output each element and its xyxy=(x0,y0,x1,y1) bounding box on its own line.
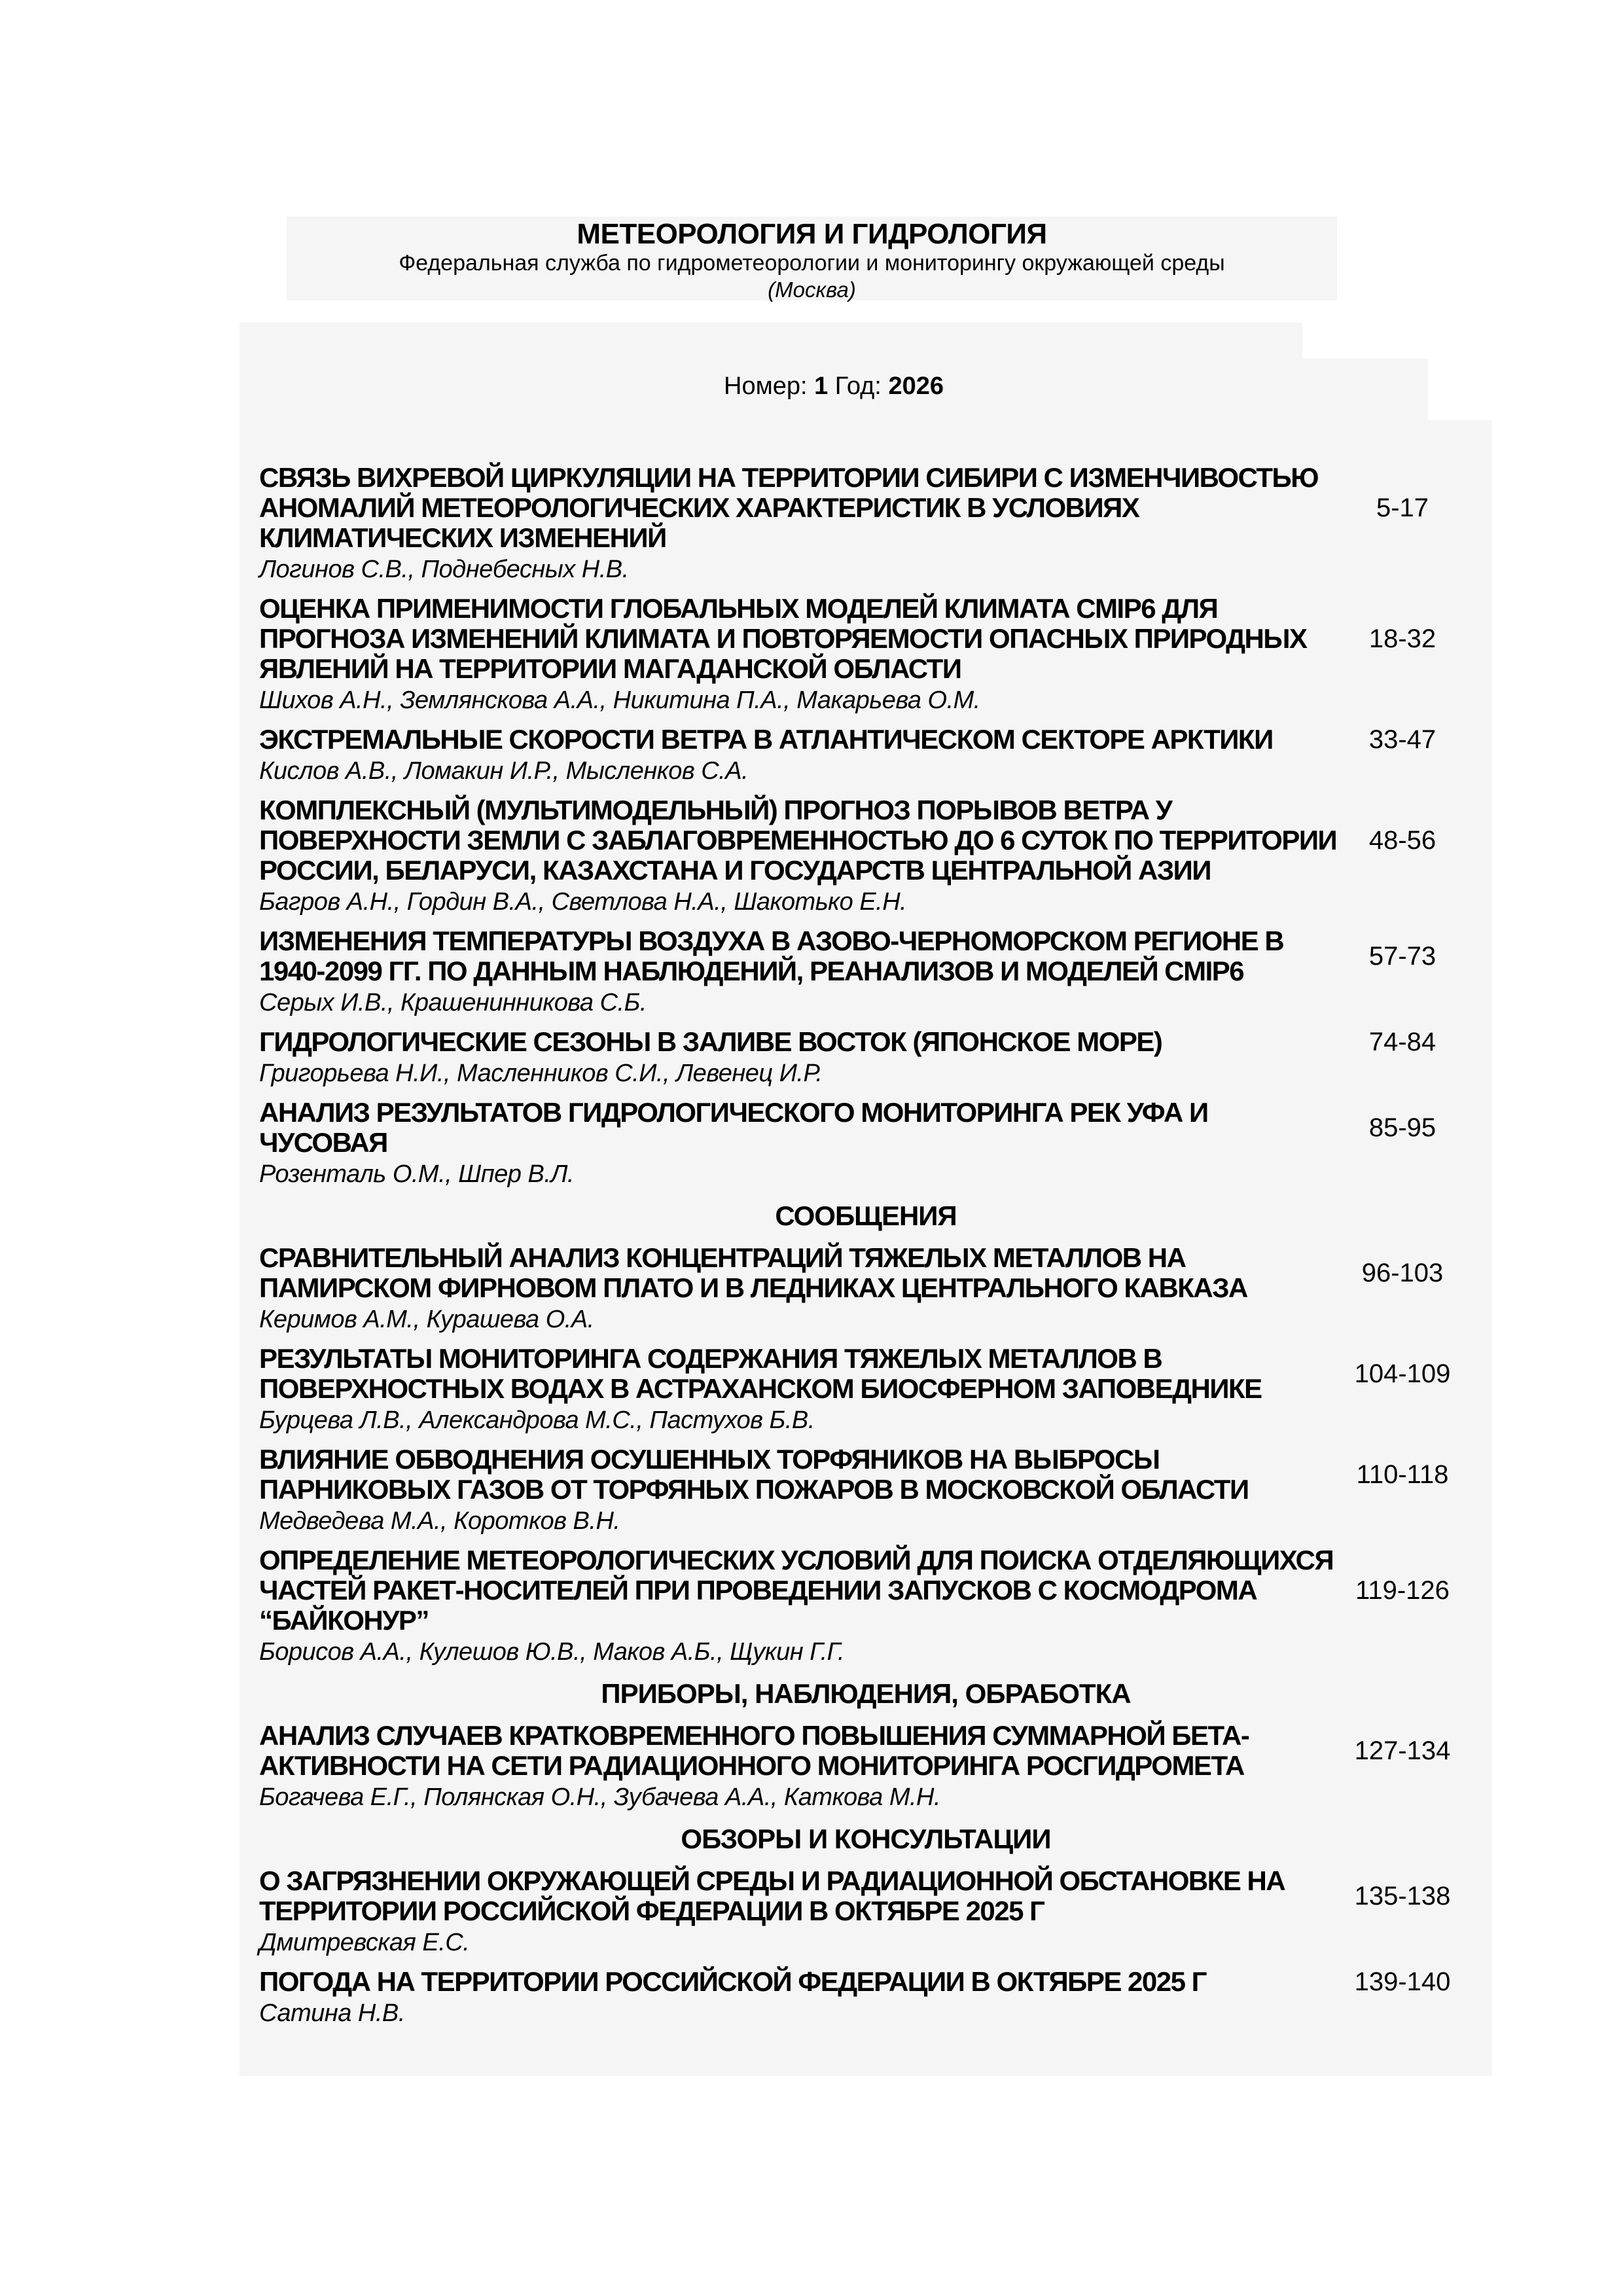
article-pages: 85-95 xyxy=(1368,1113,1436,1142)
toc-entry xyxy=(240,1721,1492,1812)
article-title[interactable]: ЭКСТРЕМАЛЬНЫЕ СКОРОСТИ ВЕТРА В АТЛАНТИЧЕСКОМ СЕКТОРЕ АРКТИКИ xyxy=(259,724,1273,755)
toc-list xyxy=(240,463,1492,2028)
article-title[interactable]: ВЛИЯНИЕ ОБВОДНЕНИЯ ОСУШЕННЫХ ТОРФЯНИКОВ НА ВЫБРОСЫ ПАРНИКОВЫХ ГАЗОВ ОТ ТОРФЯНЫХ ПОЖАРОВ В МОСКОВСКОЙ ОБЛАСТИ xyxy=(259,1444,1249,1505)
article-pages: 119-126 xyxy=(1355,1575,1450,1605)
toc-entry xyxy=(240,1098,1492,1189)
article-pages: 135-138 xyxy=(1354,1881,1451,1910)
toc-entry xyxy=(240,594,1492,715)
journal-subtitle: Федеральная служба по гидрометеорологии и мониторингу окружающей среды xyxy=(399,251,1225,276)
toc-entry xyxy=(240,725,1492,786)
section-heading: ПРИБОРЫ, НАБЛЮДЕНИЯ, ОБРАБОТКА xyxy=(601,1678,1131,1709)
issue-line xyxy=(240,323,1428,401)
toc-entry xyxy=(240,926,1492,1018)
article-title[interactable]: ПОГОДА НА ТЕРРИТОРИИ РОССИЙСКОЙ ФЕДЕРАЦИИ В ОКТЯБРЕ 2025 Г xyxy=(259,1966,1206,1997)
article-authors: Медведева М.А., Коротков В.Н. xyxy=(259,1507,620,1535)
article-title[interactable]: О ЗАГРЯЗНЕНИИ ОКРУЖАЮЩЕЙ СРЕДЫ И РАДИАЦИОННОЙ ОБСТАНОВКЕ НА ТЕРРИТОРИИ РОССИЙСКОЙ ФЕДЕРАЦИИ В ОКТЯБРЕ 2025 Г xyxy=(259,1865,1285,1926)
toc-entry xyxy=(240,1545,1492,1667)
issue-number: 1 xyxy=(814,372,829,400)
article-authors: Сатина Н.В. xyxy=(259,2000,405,2027)
article-title[interactable]: ОЦЕНКА ПРИМЕНИМОСТИ ГЛОБАЛЬНЫХ МОДЕЛЕЙ КЛИМАТА CMIP6 ДЛЯ ПРОГНОЗА ИЗМЕНЕНИЙ КЛИМАТА И ПОВТОРЯЕМОСТИ ОПАСНЫХ ПРИРОДНЫХ ЯВЛЕНИЙ НА ТЕРРИТОРИИ МАГАДАНСКОЙ ОБЛАСТИ xyxy=(259,593,1307,684)
toc-entry xyxy=(240,1344,1492,1435)
issue-year-label: Год: xyxy=(834,372,882,400)
article-title[interactable]: ГИДРОЛОГИЧЕСКИЕ СЕЗОНЫ В ЗАЛИВЕ ВОСТОК (ЯПОНСКОЕ МОРЕ) xyxy=(259,1026,1162,1057)
article-authors: Логинов С.В., Поднебесных Н.В. xyxy=(259,556,629,583)
article-title[interactable]: АНАЛИЗ СЛУЧАЕВ КРАТКОВРЕМЕННОГО ПОВЫШЕНИЯ СУММАРНОЙ БЕТА-АКТИВНОСТИ НА СЕТИ РАДИАЦИОННОГО МОНИТОРИНГА РОСГИДРОМЕТА xyxy=(259,1720,1249,1781)
article-authors: Бурцева Л.В., Александрова М.С., Пастухов Б.В. xyxy=(259,1407,815,1434)
journal-city: (Москва) xyxy=(768,278,856,302)
article-authors: Дмитревская Е.С. xyxy=(259,1929,470,1956)
article-pages: 33-47 xyxy=(1368,725,1436,754)
article-pages: 18-32 xyxy=(1368,624,1436,653)
issue-number-label: Номер: xyxy=(724,372,808,400)
article-authors: Керимов А.М., Курашева О.А. xyxy=(259,1306,594,1333)
article-authors: Розенталь О.М., Шпер В.Л. xyxy=(259,1160,574,1188)
article-authors: Борисов А.А., Кулешов Ю.В., Маков А.Б., Щукин Г.Г. xyxy=(259,1638,845,1666)
toc-entry xyxy=(240,1243,1492,1335)
article-authors: Григорьева Н.И., Масленников С.И., Левенец И.Р. xyxy=(259,1060,823,1087)
section-heading: ОБЗОРЫ И КОНСУЛЬТАЦИИ xyxy=(681,1823,1051,1854)
article-pages: 96-103 xyxy=(1361,1258,1444,1287)
article-authors: Серых И.В., Крашенинникова С.Б. xyxy=(259,989,647,1016)
toc-content xyxy=(240,323,1492,2037)
article-title[interactable]: ИЗМЕНЕНИЯ ТЕМПЕРАТУРЫ ВОЗДУХА В АЗОВО-ЧЕРНОМОРСКОМ РЕГИОНЕ В 1940-2099 ГГ. ПО ДАННЫМ НАБЛЮДЕНИЙ, РЕАНАЛИЗОВ И МОДЕЛЕЙ CMIP6 xyxy=(259,925,1284,986)
issue-year: 2026 xyxy=(888,372,944,400)
article-authors: Богачева Е.Г., Полянская О.Н., Зубачева А.А., Каткова М.Н. xyxy=(259,1784,941,1811)
toc-entry xyxy=(240,1027,1492,1088)
article-pages: 139-140 xyxy=(1354,1967,1451,1996)
section-heading: СООБЩЕНИЯ xyxy=(775,1200,957,1231)
article-title[interactable]: КОМПЛЕКСНЫЙ (МУЛЬТИМОДЕЛЬНЫЙ) ПРОГНОЗ ПОРЫВОВ ВЕТРА У ПОВЕРХНОСТИ ЗЕМЛИ С ЗАБЛАГОВРЕМЕННОСТЬЮ ДО 6 СУТОК ПО ТЕРРИТОРИИ РОССИИ, БЕЛАРУСИ, КАЗАХСТАНА И ГОСУДАРСТВ ЦЕНТРАЛЬНОЙ АЗИИ xyxy=(259,795,1337,886)
article-pages: 104-109 xyxy=(1354,1359,1451,1388)
toc-entry xyxy=(240,795,1492,917)
article-authors: Кислов А.В., Ломакин И.Р., Мысленков С.А. xyxy=(259,757,749,785)
toc-entry xyxy=(240,1866,1492,1958)
article-title[interactable]: АНАЛИЗ РЕЗУЛЬТАТОВ ГИДРОЛОГИЧЕСКОГО МОНИТОРИНГА РЕК УФА И ЧУСОВАЯ xyxy=(259,1097,1208,1158)
article-title[interactable]: СВЯЗЬ ВИХРЕВОЙ ЦИРКУЛЯЦИИ НА ТЕРРИТОРИИ СИБИРИ С ИЗМЕНЧИВОСТЬЮ АНОМАЛИЙ МЕТЕОРОЛОГИЧЕСКИХ ХАРАКТЕРИСТИК В УСЛОВИЯХ КЛИМАТИЧЕСКИХ ИЗМЕНЕНИЙ xyxy=(259,462,1319,553)
article-title[interactable]: ОПРЕДЕЛЕНИЕ МЕТЕОРОЛОГИЧЕСКИХ УСЛОВИЙ ДЛЯ ПОИСКА ОТДЕЛЯЮЩИХСЯ ЧАСТЕЙ РАКЕТ-НОСИТЕЛЕЙ ПРИ ПРОВЕДЕНИИ ЗАПУСКОВ С КОСМОДРОМА “БАЙКОНУР” xyxy=(259,1545,1334,1636)
toc-entry xyxy=(240,463,1492,584)
article-pages: 74-84 xyxy=(1368,1027,1436,1056)
article-authors: Шихов А.Н., Землянскова А.А., Никитина П.А., Макарьева О.М. xyxy=(259,687,980,714)
article-authors: Багров А.Н., Гордин В.А., Светлова Н.А., Шакотько Е.Н. xyxy=(259,888,907,916)
toc-entry xyxy=(240,1967,1492,2028)
article-pages: 48-56 xyxy=(1368,825,1436,855)
article-title[interactable]: СРАВНИТЕЛЬНЫЙ АНАЛИЗ КОНЦЕНТРАЦИЙ ТЯЖЕЛЫХ МЕТАЛЛОВ НА ПАМИРСКОМ ФИРНОВОМ ПЛАТО И В ЛЕДНИКАХ ЦЕНТРАЛЬНОГО КАВКАЗА xyxy=(259,1242,1247,1303)
toc-entry xyxy=(240,1444,1492,1536)
article-pages: 110-118 xyxy=(1356,1460,1449,1489)
article-pages: 57-73 xyxy=(1368,941,1436,971)
journal-title: МЕТЕОРОЛОГИЯ И ГИДРОЛОГИЯ xyxy=(577,218,1047,250)
article-title[interactable]: РЕЗУЛЬТАТЫ МОНИТОРИНГА СОДЕРЖАНИЯ ТЯЖЕЛЫХ МЕТАЛЛОВ В ПОВЕРХНОСТНЫХ ВОДАХ В АСТРАХАНСКОМ БИОСФЕРНОМ ЗАПОВЕДНИКЕ xyxy=(259,1343,1262,1404)
journal-header xyxy=(287,217,1337,300)
article-pages: 127-134 xyxy=(1354,1736,1451,1765)
article-pages: 5-17 xyxy=(1376,493,1429,522)
